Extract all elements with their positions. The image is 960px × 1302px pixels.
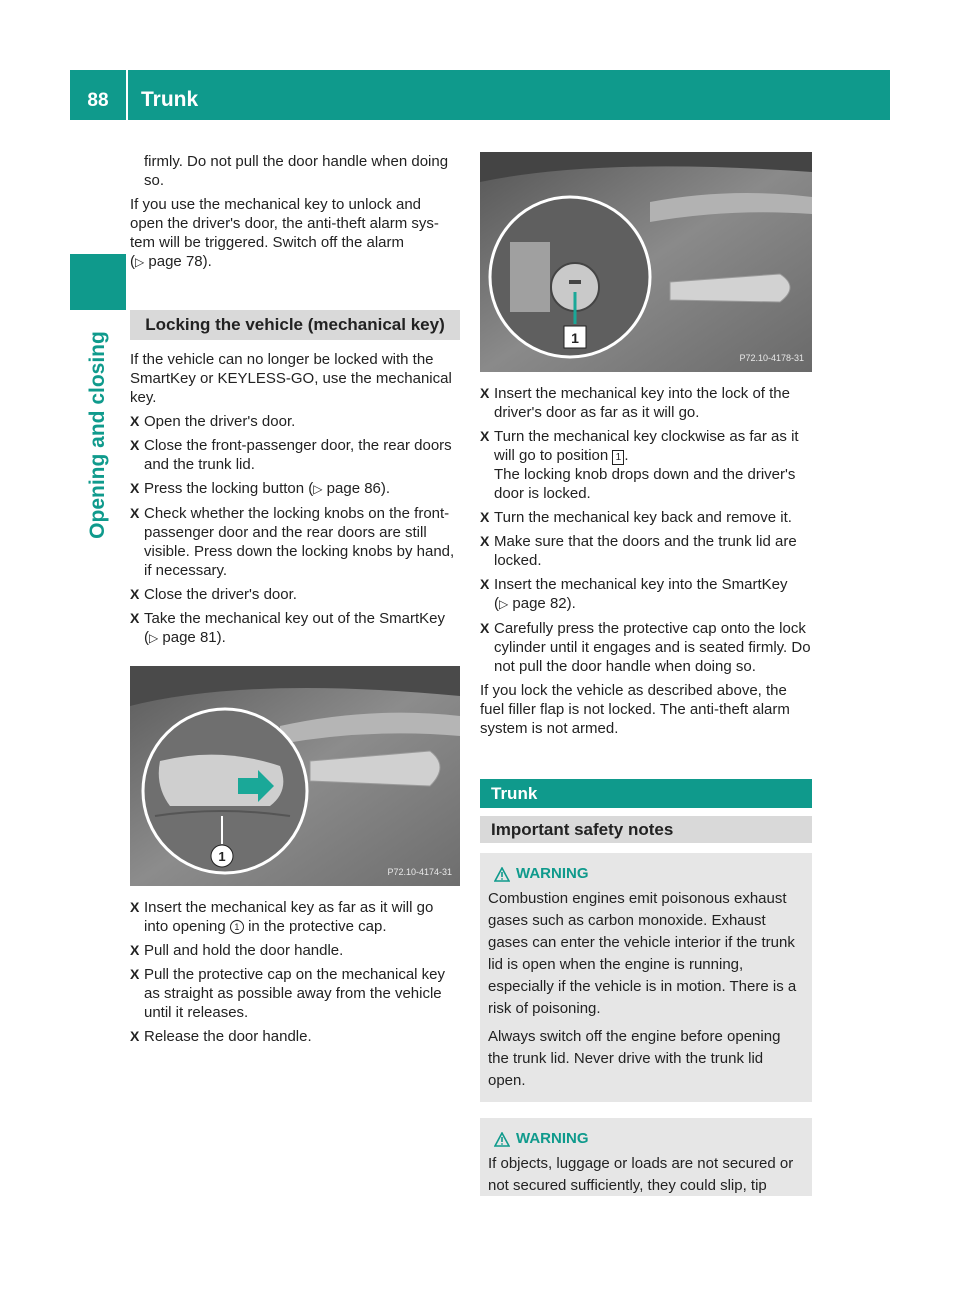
- alarm-line-3: tem will be triggered. Switch off the alarm: [130, 234, 405, 251]
- page-ref-82[interactable]: page 82).: [512, 595, 576, 612]
- step-text: Open the driver's door.: [144, 413, 296, 430]
- warning-label: WARNING: [516, 865, 589, 882]
- page-ref-triangle-icon: ▷: [313, 482, 323, 496]
- bullet-x-icon: X: [480, 576, 490, 592]
- bullet-x-icon: X: [480, 620, 490, 636]
- step-text: Make sure that the doors and the trunk lid are locked.: [494, 533, 797, 569]
- list-item: [130, 436, 460, 474]
- warning-triangle-icon: [494, 1132, 510, 1147]
- list-item: [130, 965, 460, 1022]
- header-divider: [126, 70, 128, 120]
- step-text: in the protective cap.: [248, 918, 387, 935]
- subsection-heading-safety: Important safety notes: [480, 816, 812, 843]
- chapter-label-text: Opening and closing: [86, 331, 109, 539]
- step-text: Close the driver's door.: [144, 586, 297, 603]
- bullet-x-icon: X: [130, 899, 140, 915]
- step-text: The locking knob drops down and the driver's door is locked.: [494, 466, 796, 502]
- warning-title: [488, 1128, 804, 1150]
- list-item: [130, 898, 460, 936]
- list-item: [480, 619, 812, 676]
- bullet-x-icon: X: [130, 966, 140, 982]
- page-ref-78: page 78).: [148, 253, 212, 270]
- right-column: [480, 152, 812, 1196]
- figure-lock-cylinder: [480, 152, 812, 372]
- figure-code: P72.10-4178-31: [739, 353, 804, 363]
- alarm-line-2: open the driver's door, the anti-theft alarm sys-: [130, 215, 439, 232]
- list-item: X Insert the mechanical key into the SmartKey (▷ page 82).: [480, 576, 788, 612]
- step-text: Close the front-passenger door, the rear doors and the trunk lid.: [144, 437, 452, 473]
- figure-code: P72.10-4174-31: [387, 867, 452, 877]
- step-text: Release the door handle.: [144, 1028, 312, 1045]
- lock-cylinder-illustration: [480, 152, 812, 372]
- bullet-x-icon: X: [130, 942, 140, 958]
- left-column: [130, 152, 460, 1051]
- list-item: [480, 532, 812, 570]
- bullet-x-icon: X: [480, 428, 490, 444]
- callout-1-icon: 1: [230, 920, 244, 934]
- warning-title: [488, 863, 804, 885]
- step-text: Turn the mechanical key back and remove it.: [494, 509, 792, 526]
- chapter-label: [70, 315, 126, 555]
- step-text: Pull the protective cap on the mechanical key as straight as possible away from the vehicle until it releases.: [144, 966, 446, 1021]
- bullet-x-icon: X: [130, 586, 140, 602]
- step-text: Carefully press the protective cap onto the lock cylinder until it engages and is seated firmly. Do not pull the door handle when doing so.: [494, 620, 811, 675]
- list-item: X Turn the mechanical key clockwise as far as it will go to position 1 . The locking knob drops down and the driver's door is locked.: [480, 428, 799, 502]
- step-text: Check whether the locking knobs on the front-passenger door and the rear doors are still visible. Press down the locking knobs by hand, if necessary.: [144, 505, 455, 579]
- alarm-line-4[interactable]: (▷ page 78).: [130, 253, 212, 270]
- bullet-x-icon: X: [130, 1028, 140, 1044]
- paragraph-continued: firmly. Do not pull the door handle when doing so.: [144, 153, 449, 189]
- step-text: Press the locking button (: [144, 480, 314, 497]
- warning-triangle-icon: [494, 867, 510, 882]
- bullet-x-icon: X: [130, 480, 140, 496]
- bullet-x-icon: X: [130, 610, 140, 626]
- step-text: Take the mechanical key out of the SmartKey (: [144, 610, 445, 646]
- lock-note-paragraph: If you lock the vehicle as described above, the fuel filler flap is not locked. The anti-theft alarm system is not armed.: [480, 682, 790, 737]
- figure-callout-1: 1: [571, 330, 579, 346]
- door-handle-illustration: [130, 666, 460, 886]
- page-title: Trunk: [141, 88, 199, 111]
- locking-intro: If the vehicle can no longer be locked with the SmartKey or KEYLESS-GO, use the mechanical key.: [130, 351, 452, 406]
- warning-text: Always switch off the engine before opening the trunk lid. Never drive with the trunk lid open.: [488, 1028, 781, 1089]
- bullet-x-icon: X: [480, 509, 490, 525]
- page-ref-triangle-icon: ▷: [499, 597, 509, 611]
- page-ref-81[interactable]: page 81).: [162, 629, 226, 646]
- page-ref-triangle-icon: ▷: [149, 631, 159, 645]
- figure-door-handle-opening: [130, 666, 460, 886]
- list-item: [130, 609, 460, 648]
- figure-callout-1: 1: [218, 849, 226, 864]
- warning-box-cargo: [480, 1118, 812, 1196]
- warning-text: If objects, luggage or loads are not secured or not secured sufficiently, they could slip, tip: [488, 1155, 794, 1194]
- step-text: Insert the mechanical key into the lock of the driver's door as far as it will go.: [494, 385, 790, 421]
- step-text: Pull and hold the door handle.: [144, 942, 344, 959]
- step-text: Insert the mechanical key into the SmartKey: [494, 576, 788, 593]
- warning-box-exhaust: [480, 853, 812, 1102]
- bullet-x-icon: X: [130, 505, 140, 521]
- page-number: 88: [87, 90, 109, 111]
- list-item: [130, 479, 460, 499]
- alarm-line-1: If you use the mechanical key to unlock and: [130, 196, 422, 213]
- section-heading-locking: Locking the vehicle (mechanical key): [130, 310, 460, 340]
- warning-text: Combustion engines emit poisonous exhaust gases such as carbon monoxide. Exhaust gases can enter the vehicle interior if the trunk lid is open when the engine is running, especially if the vehicle is in motion. There is a risk of poisoning.: [488, 890, 797, 1017]
- step-text: Insert the mechanical key as far as it will go into opening: [144, 899, 434, 935]
- list-item: [130, 412, 460, 431]
- page-ref-triangle-icon: ▷: [135, 255, 145, 269]
- step-text: Turn the mechanical key clockwise as far as it will go to position: [494, 428, 799, 464]
- list-item: [130, 1027, 460, 1046]
- list-item: [480, 508, 812, 527]
- bullet-x-icon: X: [130, 437, 140, 453]
- page-ref-86[interactable]: page 86).: [326, 480, 391, 497]
- list-item: [130, 504, 460, 580]
- bullet-x-icon: X: [480, 385, 490, 401]
- bullet-x-icon: X: [480, 533, 490, 549]
- list-item: [130, 941, 460, 960]
- section-heading-trunk: Trunk: [480, 779, 812, 808]
- bullet-x-icon: X: [130, 413, 140, 429]
- chapter-marker: [70, 254, 126, 310]
- warning-label: WARNING: [516, 1130, 589, 1147]
- position-1-icon: 1: [612, 450, 624, 465]
- list-item: [480, 384, 812, 422]
- list-item: [130, 585, 460, 604]
